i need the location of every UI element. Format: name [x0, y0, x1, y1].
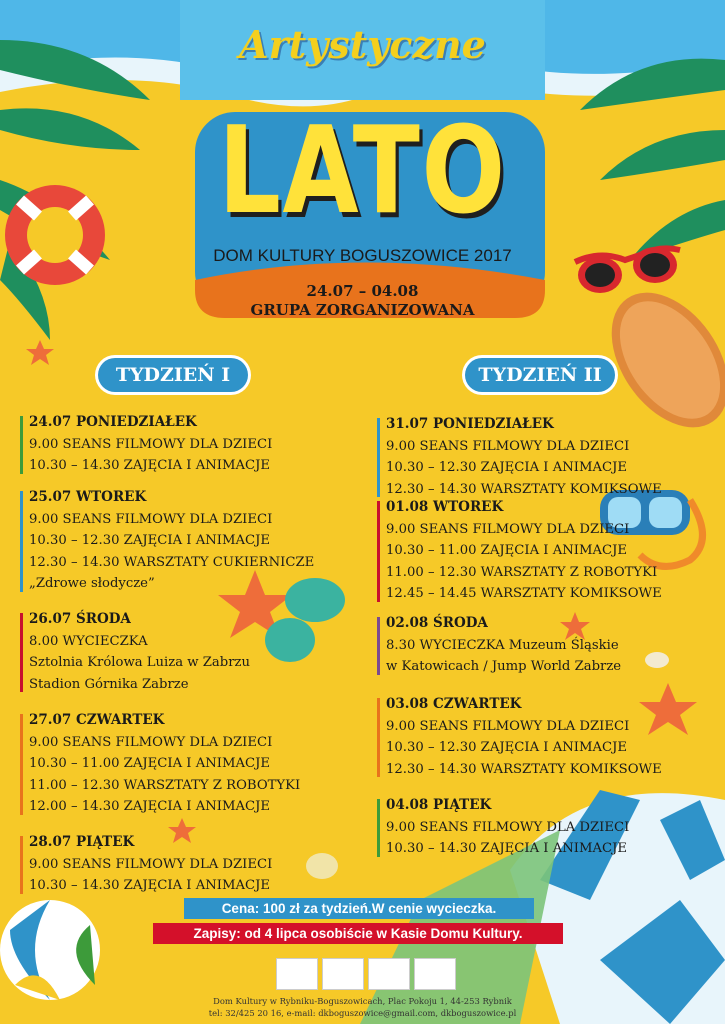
day-block: [377, 795, 629, 860]
day-heading: 28.07 PIĄTEK: [29, 834, 135, 850]
day-block: [20, 832, 272, 897]
day-block: [377, 497, 662, 605]
activity-line: 12.00 – 14.30 ZAJĘCIA I ANIMACJE: [29, 799, 270, 814]
activity-line: 9.00 SEANS FILMOWY DLA DZIECI: [29, 856, 273, 872]
day-color-bar: [20, 491, 23, 592]
group-label: GRUPA ZORGANIZOWANA: [250, 301, 475, 319]
dom-kultury-logo: [276, 958, 318, 990]
activity-line: 10.30 – 12.30 ZAJĘCIA I ANIMACJE: [29, 533, 270, 548]
activity-line: 12.45 – 14.45 WARSZTATY KOMIKSOWE: [386, 586, 662, 601]
day-color-bar: [20, 714, 23, 815]
activity-line: 9.00 SEANS FILMOWY DLA DZIECI: [386, 718, 630, 734]
activity-line: w Katowicach / Jump World Zabrze: [386, 659, 622, 674]
main-title: LATO: [218, 102, 507, 241]
week-2-tab: TYDZIEŃ II: [465, 358, 615, 392]
day-block: [377, 694, 662, 780]
day-heading: 03.08 CZWARTEK: [386, 696, 522, 712]
event-dates: 24.07 – 04.08: [306, 282, 419, 300]
activity-line: 9.00 SEANS FILMOWY DLA DZIECI: [29, 436, 273, 452]
signup-info: Zapisy: od 4 lipca osobiście w Kasie Domu Kultury.: [153, 923, 563, 944]
activity-line: 10.30 – 11.00 ZAJĘCIA I ANIMACJE: [386, 543, 627, 558]
activity-line: 9.00 SEANS FILMOWY DLA DZIECI: [386, 521, 630, 537]
day-heading: 04.08 PIĄTEK: [386, 797, 492, 813]
day-block: [20, 412, 272, 477]
day-color-bar: [377, 799, 380, 857]
activity-line: 12.30 – 14.30 WARSZTATY KOMIKSOWE: [386, 481, 662, 497]
activity-line: 10.30 – 14.30 ZAJĘCIA I ANIMACJE: [29, 458, 270, 473]
day-heading: 31.07 PONIEDZIAŁEK: [386, 416, 554, 432]
day-heading: 01.08 WTOREK: [386, 499, 504, 515]
activity-line: 10.30 – 12.30 ZAJĘCIA I ANIMACJE: [386, 740, 627, 755]
rybnik-logo: [322, 958, 364, 990]
activity-line: 8.30 WYCIECZKA Muzeum Śląskie: [386, 637, 619, 653]
activity-line: 11.00 – 12.30 WARSZTATY Z ROBOTYKI: [29, 777, 301, 793]
week-1-tab: TYDZIEŃ I: [98, 358, 248, 392]
activity-line: „Zdrowe słodycze”: [29, 576, 155, 591]
script-title: Artystyczne: [239, 22, 486, 67]
activity-line: 9.00 SEANS FILMOWY DLA DZIECI: [29, 734, 273, 750]
activity-line: 9.00 SEANS FILMOWY DLA DZIECI: [386, 819, 630, 835]
price-info: Cena: 100 zł za tydzień.W cenie wycieczka.: [184, 898, 534, 919]
activity-line: 8.00 WYCIECZKA: [29, 633, 148, 649]
day-color-bar: [377, 501, 380, 602]
beach-ball-icon: [0, 900, 100, 1000]
activity-line: 10.30 – 14.30 ZAJĘCIA I ANIMACJE: [386, 841, 627, 856]
day-color-bar: [20, 613, 23, 692]
day-block: [377, 414, 662, 500]
footer-contact: tel: 32/425 20 16, e-mail: dkboguszowice@gmail.com, dkboguszowice.pl: [208, 1008, 517, 1018]
activity-line: 12.30 – 14.30 WARSZTATY CUKIERNICZE: [29, 554, 315, 570]
day-block: [20, 487, 314, 595]
day-color-bar: [377, 418, 380, 497]
organizer-subtitle: DOM KULTURY BOGUSZOWICE 2017: [213, 246, 512, 265]
day-heading: 25.07 WTOREK: [29, 489, 147, 505]
activity-line: 11.00 – 12.30 WARSZTATY Z ROBOTYKI: [386, 564, 658, 580]
day-color-bar: [377, 617, 380, 675]
day-heading: 02.08 ŚRODA: [386, 615, 488, 631]
activity-line: Stadion Górnika Zabrze: [29, 676, 189, 692]
day-block: [377, 613, 621, 678]
day-heading: 24.07 PONIEDZIAŁEK: [29, 414, 197, 430]
activity-line: 10.30 – 11.00 ZAJĘCIA I ANIMACJE: [29, 756, 270, 771]
day-color-bar: [20, 416, 23, 474]
activity-line: 9.00 SEANS FILMOWY DLA DZIECI: [386, 438, 630, 454]
activity-line: 12.30 – 14.30 WARSZTATY KOMIKSOWE: [386, 761, 662, 777]
day-heading: 27.07 CZWARTEK: [29, 712, 165, 728]
day-heading: 26.07 ŚRODA: [29, 611, 131, 627]
rybnik-com-logo: [414, 958, 456, 990]
day-color-bar: [20, 836, 23, 894]
day-color-bar: [377, 698, 380, 777]
activity-line: 10.30 – 14.30 ZAJĘCIA I ANIMACJE: [29, 878, 270, 893]
footer-address: Dom Kultury w Rybniku-Boguszowicach, Plac Pokoju 1, 44-253 Rybnik: [213, 996, 512, 1006]
activity-line: Sztolnia Królowa Luiza w Zabrzu: [29, 655, 250, 670]
kultura-logo: [368, 958, 410, 990]
day-block: [20, 710, 300, 818]
activity-line: 10.30 – 12.30 ZAJĘCIA I ANIMACJE: [386, 460, 627, 475]
day-block: [20, 609, 250, 695]
activity-line: 9.00 SEANS FILMOWY DLA DZIECI: [29, 511, 273, 527]
